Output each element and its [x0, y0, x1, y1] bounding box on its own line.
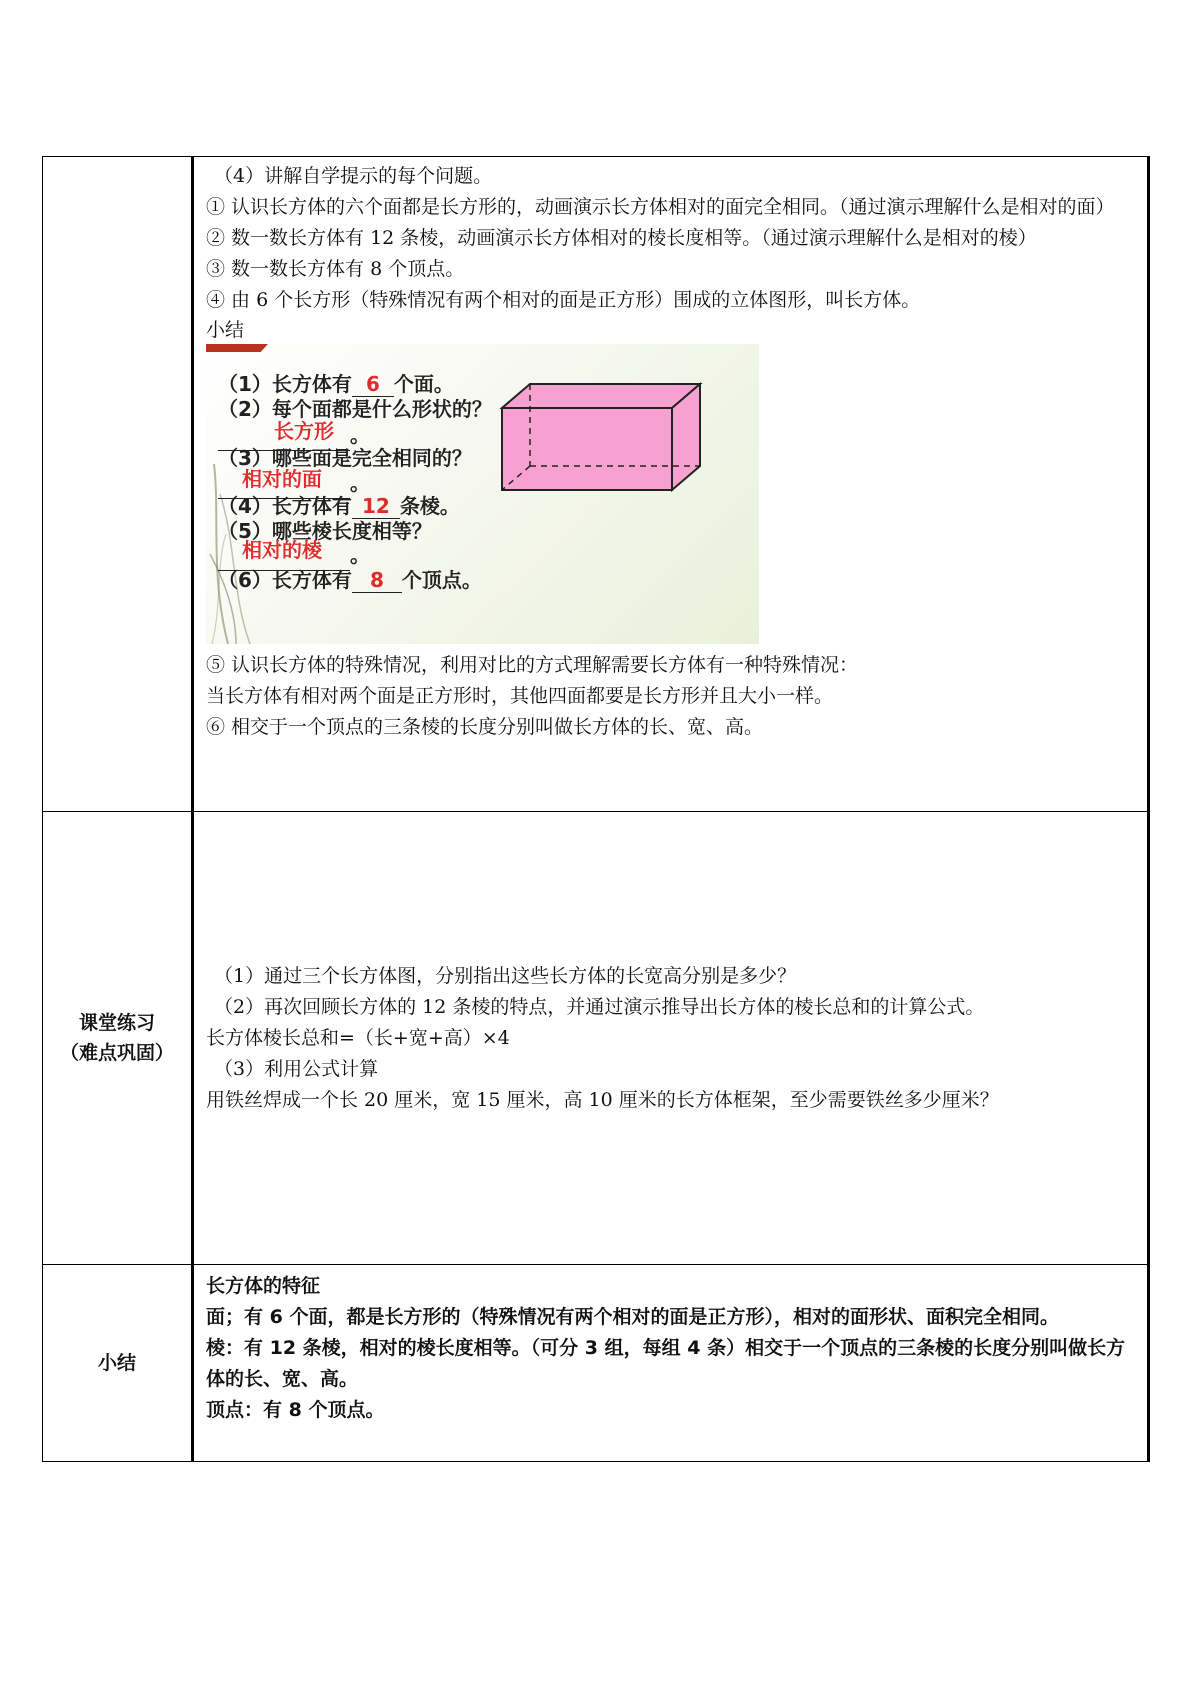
text-line: 当长方体有相对两个面是正方形时，其他四面都要是长方形并且大小一样。	[206, 685, 834, 707]
q6-answer: 8	[352, 568, 402, 593]
q4-prefix: （4）长方体有	[218, 494, 352, 518]
q3-end: 。	[350, 471, 370, 495]
q1-suffix: 个面。	[393, 372, 454, 396]
summary-vertex: 顶点：有 8 个顶点。	[206, 1399, 385, 1421]
text-line: ⑤ 认识长方体的特殊情况，利用对比的方式理解需要长方体有一种特殊情况：	[206, 654, 859, 676]
table-row	[43, 812, 1149, 1265]
summary-content-cell	[193, 1265, 1149, 1462]
q4-suffix: 条棱。	[399, 494, 460, 518]
q5-blank-line	[218, 540, 370, 567]
content-cell	[193, 157, 1149, 812]
question-2: （2）每个面都是什么形状的？	[218, 397, 492, 421]
q5-end: 。	[350, 543, 370, 567]
text-line: ⑥ 相交于一个顶点的三条棱的长度分别叫做长方体的长、宽、高。	[206, 716, 764, 738]
text-line: 用铁丝焊成一个长 20 厘米，宽 15 厘米，高 10 厘米的长方体框架，至少需要铁丝多少厘米？	[206, 1088, 999, 1111]
text-line: ④ 由 6 个长方形（特殊情况有两个相对的面是正方形）围成的立体图形，叫长方体。	[206, 289, 921, 311]
summary-title: 长方体的特征	[206, 1275, 321, 1297]
q1-prefix: （1）长方体有	[218, 372, 352, 396]
text-line: （2）再次回顾长方体的 12 条棱的特点，并通过演示推导出长方体的棱长总和的计算公式。	[214, 995, 985, 1018]
q2-answer: 长方形	[274, 419, 334, 443]
question-3: （3）哪些面是完全相同的？	[218, 446, 472, 470]
text-line: ③ 数一数长方体有 8 个顶点。	[206, 258, 465, 280]
table-row	[43, 157, 1149, 812]
text-line: ② 数一数长方体有 12 条棱，动画演示长方体相对的棱长度相等。（通过演示理解什么是相对的棱）	[206, 227, 1037, 249]
lesson-table	[42, 156, 1150, 1462]
question-6	[218, 568, 482, 593]
empty-label-cell	[43, 157, 193, 812]
q2-end: 。	[350, 423, 370, 447]
summary-slide	[206, 344, 759, 644]
text-line: （4）讲解自学提示的每个问题。	[214, 165, 493, 187]
q6-suffix: 个顶点。	[401, 568, 482, 592]
q2-blank-line	[218, 420, 370, 447]
summary-edge: 棱：有 12 条棱，相对的棱长度相等。（可分 3 组，每组 4 条）相交于一个顶点的三条棱的长度分别叫做长方体的长、宽、高。	[206, 1337, 1126, 1390]
text-line: （3）利用公式计算	[214, 1057, 379, 1080]
q4-answer: 12	[352, 494, 400, 519]
text-line: （1）通过三个长方体图，分别指出这些长方体的长宽高分别是多少？	[214, 964, 797, 987]
summary-face: 面；有 6 个面，都是长方形的（特殊情况有两个相对的面是正方形），相对的面形状、面积完全相同。	[206, 1306, 1059, 1328]
formula-line: 长方体棱长总和=（长+宽+高）×4	[206, 1026, 510, 1049]
question-4	[218, 494, 460, 519]
q5-answer: 相对的棱	[242, 538, 322, 562]
practice-label-line2: （难点巩固）	[59, 1042, 174, 1064]
question-5: （5）哪些棱长度相等？	[218, 519, 432, 543]
q3-blank-line	[218, 468, 370, 495]
q1-answer: 6	[352, 372, 394, 397]
summary-heading: 小结	[206, 319, 245, 341]
text-line: ① 认识长方体的六个面都是长方形的，动画演示长方体相对的面完全相同。（通过演示理解什么是相对的面）	[206, 196, 1115, 218]
question-1	[218, 372, 454, 397]
q3-answer: 相对的面	[242, 467, 322, 491]
table-row	[43, 1265, 1149, 1462]
practice-label-cell	[43, 812, 193, 1265]
summary-label-cell: 小结	[43, 1265, 193, 1462]
practice-content-cell	[193, 812, 1149, 1265]
practice-label-line1: 课堂练习	[78, 1012, 155, 1034]
q6-prefix: （6）长方体有	[218, 568, 352, 592]
